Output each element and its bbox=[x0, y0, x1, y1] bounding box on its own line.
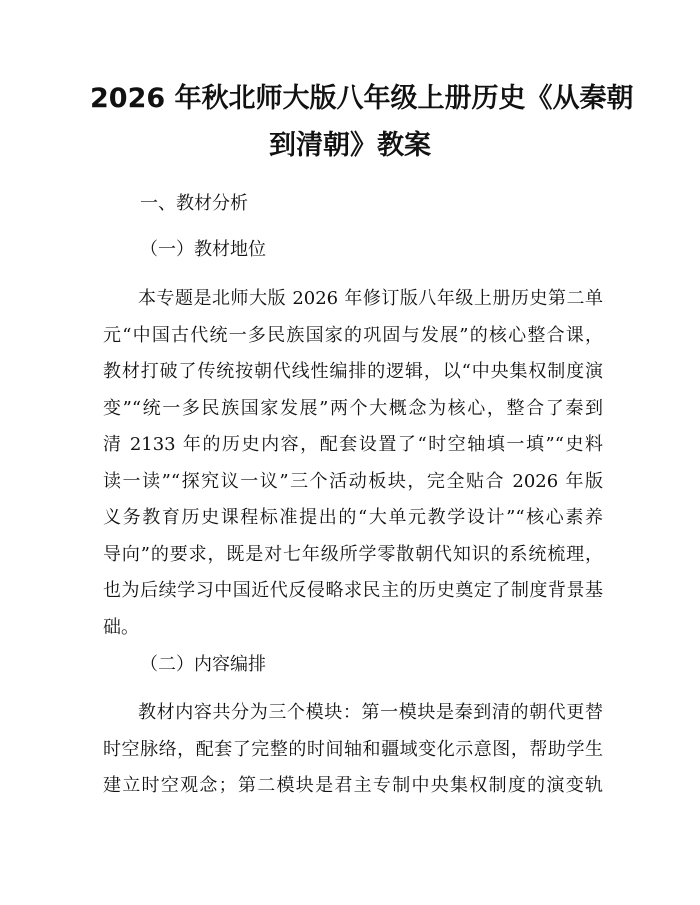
subsection-heading-textbook-position: （一）教材地位 bbox=[140, 239, 266, 260]
section-heading-textbook-analysis: 一、教材分析 bbox=[140, 193, 248, 214]
text-line: 也为后续学习中国近代反侵略求民主的历史奠定了制度背景基 bbox=[103, 580, 603, 601]
paragraph-textbook-position bbox=[103, 288, 603, 653]
paragraph-content-arrangement bbox=[103, 702, 603, 812]
text-line: 导向”的要求，既是对七年级所学零散朝代知识的系统梳理， bbox=[103, 543, 603, 565]
document-title-line-1: 2026 年秋北师大版八年级上册历史《从秦朝 bbox=[90, 83, 634, 114]
text-line: 时空脉络，配套了完整的时间轴和疆域变化示意图，帮助学生 bbox=[103, 738, 603, 760]
text-line: 础。 bbox=[103, 616, 139, 638]
text-line: 教材内容共分为三个模块：第一模块是秦到清的朝代更替 bbox=[138, 702, 603, 723]
text-line: 建立时空观念；第二模块是君主专制中央集权制度的演变轨 bbox=[103, 775, 603, 796]
document-title-line-2: 到清朝》教案 bbox=[269, 130, 431, 161]
text-line: 变”“统一多民族国家发展”两个大概念为核心，整合了秦到 bbox=[103, 397, 603, 419]
text-line: 元“中国古代统一多民族国家的巩固与发展”的核心整合课， bbox=[103, 324, 603, 346]
text-line: 读一读”“探究议一议”三个活动板块，完全贴合 2026 年版 bbox=[103, 470, 603, 492]
text-line: 教材打破了传统按朝代线性编排的逻辑，以“中央集权制度演 bbox=[103, 361, 603, 382]
text-line: 清 2133 年的历史内容，配套设置了“时空轴填一填”“史料 bbox=[103, 434, 603, 455]
subsection-heading-content-arrangement: （二）内容编排 bbox=[140, 654, 266, 675]
text-line: 本专题是北师大版 2026 年修订版八年级上册历史第二单 bbox=[138, 288, 603, 309]
text-line: 义务教育历史课程标准提出的“大单元教学设计”“核心素养 bbox=[103, 507, 603, 528]
